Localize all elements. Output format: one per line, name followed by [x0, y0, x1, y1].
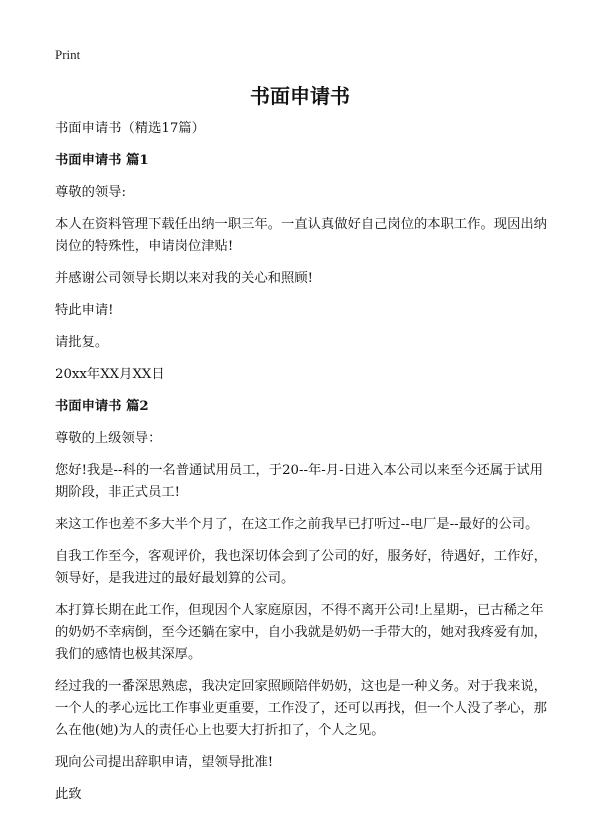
paragraph: 并感谢公司领导长期以来对我的关心和照顾! — [55, 271, 313, 286]
paragraph: 自我工作至今，客观评价，我也深切体会到了公司的好，服务好，待遇好，工作好，领导好，是我进过的最好最划算的公司。 — [55, 549, 547, 586]
paragraph: 来这工作也差不多大半个月了，在这工作之前我早已打听过--电厂是--最好的公司。 — [55, 517, 539, 532]
article-body — [55, 118, 555, 816]
paragraph: 请批复。 — [55, 335, 109, 350]
section-heading-2: 书面申请书 篇2 — [55, 399, 149, 414]
paragraph: 本打算长期在此工作，但现因个人家庭原因，不得不离开公司!上星期-，已古稀之年的奶奶不幸病倒，至今还躺在家中，自小我就是奶奶一手带大的，她对我疼爱有加，我们的感情也极其深厚。 — [55, 603, 547, 662]
paragraph: 现向公司提出辞职申请，望领导批准! — [55, 755, 274, 770]
section-heading-1: 书面申请书 篇1 — [55, 153, 149, 168]
paragraph: 您好!我是--科的一名普通试用员工，于20--年-月-日进入本公司以来至今还属于试用期阶段，非正式员工! — [55, 463, 544, 500]
print-link[interactable]: Print — [55, 47, 81, 62]
paragraph: 经过我的一番深思熟虑，我决定回家照顾陪伴奶奶，这也是一种义务。对于我来说，一个人的孝心远比工作事业更重要，工作没了，还可以再找，但一个人没了孝心，那么在他(她)为人的责任心上也要大打折扣了，个人之见。 — [55, 679, 547, 738]
page-title: 书面申请书 — [250, 84, 350, 108]
salutation-2: 尊敬的上级领导： — [55, 431, 162, 446]
salutation-1: 尊敬的领导: — [55, 185, 126, 200]
paragraph: 特此申请! — [55, 303, 114, 318]
paragraph: 本人在资料管理下载任出纳一职三年。一直认真做好自己岗位的本职工作。现因出纳岗位的特殊性，申请岗位津贴! — [55, 217, 547, 254]
article-subtitle: 书面申请书（精选17篇） — [55, 121, 205, 136]
closing-line: 此致 — [55, 787, 82, 802]
date-line: 20xx年XX月XX日 — [55, 367, 165, 382]
